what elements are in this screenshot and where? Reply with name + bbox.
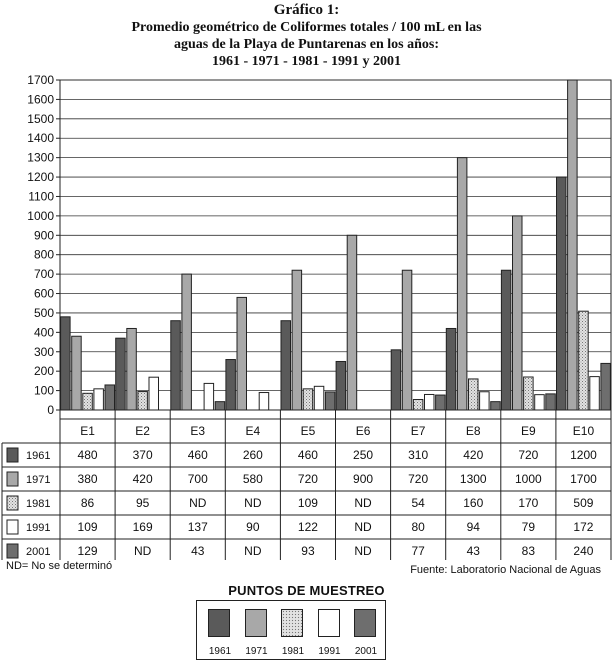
bar-1971-e8 bbox=[457, 158, 467, 410]
data-label: 460 bbox=[297, 448, 318, 462]
data-label: 700 bbox=[187, 472, 208, 486]
y-tick-label: 1600 bbox=[27, 92, 54, 107]
data-label: 109 bbox=[77, 520, 98, 534]
y-tick-label: 100 bbox=[33, 383, 54, 398]
row-label-1981: 1981 bbox=[26, 498, 51, 510]
data-label: ND bbox=[354, 520, 372, 534]
data-label: 420 bbox=[463, 448, 484, 462]
data-label: 260 bbox=[242, 448, 263, 462]
data-label: 370 bbox=[132, 448, 153, 462]
row-swatch-1981 bbox=[7, 496, 18, 510]
legend-swatch-2001 bbox=[354, 609, 376, 637]
y-tick-label: 1000 bbox=[27, 208, 54, 223]
y-tick-label: 700 bbox=[33, 267, 54, 282]
row-swatch-2001 bbox=[7, 544, 18, 558]
x-tick-label: E1 bbox=[80, 424, 95, 438]
data-label: ND bbox=[354, 496, 372, 510]
legend-label-1971: 1971 bbox=[245, 646, 268, 657]
data-label: 720 bbox=[518, 448, 539, 462]
row-swatch-1971 bbox=[7, 472, 18, 486]
data-label: 509 bbox=[573, 496, 594, 510]
bar-2001-e3 bbox=[215, 402, 225, 410]
data-label: 460 bbox=[187, 448, 208, 462]
bar-1991-e1 bbox=[94, 389, 104, 410]
bar-1991-e4 bbox=[259, 393, 269, 410]
y-tick-label: 1300 bbox=[27, 150, 54, 165]
y-tick-label: 200 bbox=[33, 364, 54, 379]
bar-1991-e7 bbox=[425, 394, 435, 410]
legend-item-1991 bbox=[311, 609, 349, 659]
bar-2001-e1 bbox=[105, 385, 115, 410]
plot-area bbox=[60, 80, 611, 410]
nd-note: ND= No se determinó bbox=[6, 560, 113, 572]
y-tick-label: 1700 bbox=[27, 73, 54, 87]
x-tick-label: E8 bbox=[465, 424, 481, 438]
bar-1981-e10 bbox=[579, 311, 589, 410]
data-label: 93 bbox=[301, 544, 315, 558]
data-label: 1000 bbox=[514, 472, 542, 486]
data-label: 109 bbox=[297, 496, 318, 510]
data-label: 54 bbox=[411, 496, 425, 510]
x-tick-label: E5 bbox=[300, 424, 316, 438]
data-label: ND bbox=[244, 544, 262, 558]
data-label: 480 bbox=[77, 448, 98, 462]
bar-1961-e1 bbox=[61, 317, 71, 410]
data-label: 94 bbox=[466, 520, 480, 534]
data-label: ND bbox=[354, 544, 372, 558]
data-label: 95 bbox=[135, 496, 150, 510]
data-label: 169 bbox=[132, 520, 153, 534]
data-label: 720 bbox=[297, 472, 318, 486]
data-label: 160 bbox=[463, 496, 484, 510]
bar-2001-e9 bbox=[546, 394, 556, 410]
data-label: 83 bbox=[521, 544, 536, 558]
data-label: 170 bbox=[518, 496, 539, 510]
y-tick-label: 800 bbox=[33, 247, 54, 262]
data-label: 129 bbox=[77, 544, 98, 558]
bar-1961-e3 bbox=[171, 321, 181, 410]
y-tick-label: 0 bbox=[47, 403, 54, 417]
data-label: 86 bbox=[80, 496, 95, 510]
chart-title-line-4: 1961 - 1971 - 1981 - 1991 y 2001 bbox=[212, 54, 401, 69]
data-label: 79 bbox=[521, 520, 536, 534]
bar-1971-e2 bbox=[127, 328, 137, 410]
data-label: 240 bbox=[573, 544, 594, 558]
bar-1971-e3 bbox=[182, 274, 192, 410]
bar-1961-e9 bbox=[501, 270, 511, 410]
bar-2001-e10 bbox=[601, 363, 611, 410]
x-tick-label: E4 bbox=[245, 424, 261, 438]
data-label: 43 bbox=[466, 544, 480, 558]
bar-1991-e3 bbox=[204, 383, 214, 410]
row-swatch-1961 bbox=[7, 448, 18, 462]
bar-1971-e6 bbox=[347, 235, 357, 410]
y-tick-label: 1400 bbox=[27, 131, 54, 146]
y-tick-label: 400 bbox=[33, 325, 54, 340]
legend-label-2001: 2001 bbox=[354, 646, 378, 657]
x-tick-label: E2 bbox=[135, 424, 150, 438]
data-label: 900 bbox=[353, 472, 374, 486]
bar-1971-e5 bbox=[292, 270, 302, 410]
bar-2001-e8 bbox=[491, 402, 501, 410]
row-label-2001: 2001 bbox=[26, 546, 51, 558]
bar-1981-e1 bbox=[83, 393, 93, 410]
data-label: 122 bbox=[297, 520, 318, 534]
bar-1961-e7 bbox=[391, 350, 401, 410]
legend-item-2001 bbox=[347, 609, 385, 659]
bar-1981-e7 bbox=[413, 400, 423, 410]
data-label: 1300 bbox=[459, 472, 487, 486]
bar-1991-e2 bbox=[149, 377, 159, 410]
y-tick-label: 1200 bbox=[27, 170, 54, 185]
legend-title: PUNTOS DE MUESTREO bbox=[228, 583, 385, 598]
data-label: 380 bbox=[77, 472, 98, 486]
data-label: 720 bbox=[408, 472, 429, 486]
bar-1991-e5 bbox=[314, 386, 324, 410]
bar-1961-e8 bbox=[446, 328, 456, 410]
data-label: 250 bbox=[353, 448, 374, 462]
y-tick-label: 300 bbox=[33, 344, 54, 359]
x-tick-label: E9 bbox=[521, 424, 536, 438]
legend-label-1991: 1991 bbox=[318, 646, 341, 657]
bar-1981-e9 bbox=[524, 377, 534, 410]
legend-label-1981: 1981 bbox=[281, 646, 305, 657]
bar-1991-e9 bbox=[535, 395, 545, 410]
data-label: 580 bbox=[242, 472, 263, 486]
data-label: ND bbox=[244, 496, 262, 510]
bar-1961-e6 bbox=[336, 361, 346, 410]
row-label-1971: 1971 bbox=[26, 474, 51, 486]
x-tick-label: E3 bbox=[190, 424, 206, 438]
legend bbox=[196, 600, 386, 660]
bar-1961-e10 bbox=[557, 177, 567, 410]
data-label: ND bbox=[189, 496, 207, 510]
legend-item-1961 bbox=[201, 609, 239, 659]
data-label: 43 bbox=[191, 544, 205, 558]
bar-2001-e7 bbox=[436, 395, 446, 410]
bar-1991-e8 bbox=[480, 392, 490, 410]
bar-1971-e9 bbox=[513, 216, 523, 410]
bar-1981-e2 bbox=[138, 392, 148, 410]
bar-2001-e5 bbox=[325, 392, 335, 410]
x-tick-label: E6 bbox=[355, 424, 371, 438]
bar-1991-e10 bbox=[590, 377, 600, 410]
legend-swatch-1991 bbox=[318, 609, 340, 637]
data-label: 90 bbox=[246, 520, 260, 534]
row-swatch-1991 bbox=[7, 520, 18, 534]
chart-title-line-3: aguas de la Playa de Puntarenas en los años: bbox=[174, 37, 439, 52]
data-label: 1200 bbox=[570, 448, 597, 462]
row-label-1961: 1961 bbox=[26, 450, 51, 462]
data-label: 310 bbox=[408, 448, 429, 462]
bar-1961-e5 bbox=[281, 321, 291, 410]
bar-1971-e1 bbox=[72, 336, 82, 410]
bar-1981-e8 bbox=[469, 379, 479, 410]
legend-item-1971 bbox=[238, 609, 276, 659]
row-label-1991: 1991 bbox=[26, 522, 51, 534]
legend-swatch-1961 bbox=[208, 609, 230, 637]
y-tick-label: 600 bbox=[33, 286, 54, 301]
bar-1981-e5 bbox=[303, 389, 313, 410]
data-label: 137 bbox=[187, 520, 208, 534]
y-tick-label: 500 bbox=[33, 305, 54, 320]
x-tick-label: E10 bbox=[572, 424, 595, 438]
legend-swatch-1971 bbox=[245, 609, 267, 637]
y-tick-label: 1500 bbox=[27, 111, 54, 126]
y-tick-label: 900 bbox=[33, 228, 54, 243]
bar-1971-e4 bbox=[237, 297, 247, 410]
bar-1971-e7 bbox=[402, 270, 412, 410]
legend-swatch-1981 bbox=[281, 609, 303, 637]
x-tick-label: E7 bbox=[410, 424, 426, 438]
source-note: Fuente: Laboratorio Nacional de Aguas bbox=[410, 564, 601, 576]
y-tick-label: 1100 bbox=[28, 189, 54, 204]
chart-title-line-2: Promedio geométrico de Coliformes totales / 100 mL en las bbox=[131, 20, 482, 35]
bar-1971-e10 bbox=[568, 80, 578, 410]
data-label: 80 bbox=[411, 520, 425, 534]
data-label: 77 bbox=[411, 544, 425, 558]
chart-title-line-1: Gráfico 1: bbox=[273, 2, 340, 18]
bar-1961-e4 bbox=[226, 360, 236, 410]
data-label: 1700 bbox=[570, 472, 597, 486]
legend-item-1981 bbox=[274, 609, 312, 659]
data-label: ND bbox=[133, 544, 152, 558]
data-label: 420 bbox=[132, 472, 153, 486]
bar-1961-e2 bbox=[116, 338, 126, 410]
data-label: 172 bbox=[573, 520, 594, 534]
legend-label-1961: 1961 bbox=[208, 646, 232, 657]
